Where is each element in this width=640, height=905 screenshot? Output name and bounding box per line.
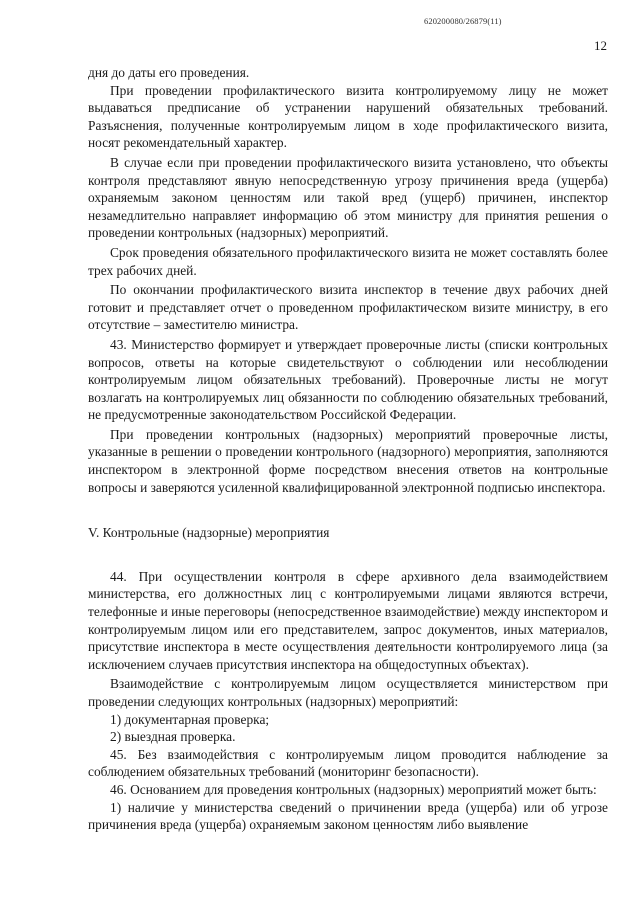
paragraph: При проведении контрольных (надзорных) мероприятий проверочные листы, указанные в решении о проведении контрольного (надзорного) мероприятия, заполняются инспектором в электронной форме посредством внесения ответов на контрольные вопросы и заверяются усиленной квалифицированной электронной подписью инспектора. [88, 426, 608, 495]
document-code: 620200080/26879(11) [424, 16, 502, 26]
document-body [88, 64, 608, 834]
paragraph: 45. Без взаимодействия с контролируемым лицом проводится наблюдение за соблюдением обязательных требований (мониторинг безопасности). [88, 746, 608, 780]
paragraph: Взаимодействие с контролируемым лицом осуществляется министерством при проведении следующих контрольных (надзорных) мероприятий: [88, 676, 608, 709]
paragraph: дня до даты его проведения. [88, 65, 250, 80]
paragraph: По окончании профилактического визита инспектор в течение двух рабочих дней готовит и представляет отчет о проведенном профилактическом визите министру, в его отсутствие – заместителю министра. [88, 282, 608, 333]
paragraph: 43. Министерство формирует и утверждает проверочные листы (списки контрольных вопросов, ответы на которые свидетельствуют о соблюдении или несоблюдении контролируемым лицом обязательных требований). Проверочные листы не могут возлагать на контролируемых лиц обязанности по соблюдению обязательных требований, не предусмотренные законодательством Российской Федерации. [88, 336, 608, 423]
paragraph: При проведении профилактического визита контролируемому лицу не может выдаваться предписание об устранении нарушений обязательных требований. Разъяснения, полученные контролируемым лицом в ходе профилактического визита, носят рекомендательный характер. [88, 82, 608, 151]
paragraph: 44. При осуществлении контроля в сфере архивного дела взаимодействием министерства, его должностных лиц с контролируемыми лицами являются встречи, телефонные и иные переговоры (непосредственное взаимодействие) между инспектором и контролируемым лицом или его представителем, запрос документов, иных материалов, присутствие инспектора в месте осуществления деятельности контролируемого лица (за исключением случаев присутствия инспектора на общедоступных объектах). [88, 568, 608, 672]
paragraph: В случае если при проведении профилактического визита установлено, что объекты контроля представляют явную непосредственную угрозу причинения вреда (ущерба) охраняемым законом ценностям или такой вред (ущерб) причинен, инспектор незамедлительно направляет информацию об этом министру для принятия решения о проведении контрольных (надзорных) мероприятий. [88, 154, 608, 241]
section-heading: V. Контрольные (надзорные) мероприятия [88, 525, 330, 541]
list-item: 1) наличие у министерства сведений о причинении вреда (ущерба) или об угрозе причинения вреда (ущерба) охраняемым законом ценностям либо выявление [88, 799, 608, 833]
page-number: 12 [594, 38, 607, 53]
paragraph: 46. Основанием для проведения контрольных (надзорных) мероприятий может быть: [110, 781, 597, 797]
list-item: 1) документарная проверка; [110, 711, 270, 727]
paragraph: Срок проведения обязательного профилактического визита не может составлять более трех рабочих дней. [88, 244, 608, 278]
list-item: 2) выездная проверка. [110, 729, 236, 745]
